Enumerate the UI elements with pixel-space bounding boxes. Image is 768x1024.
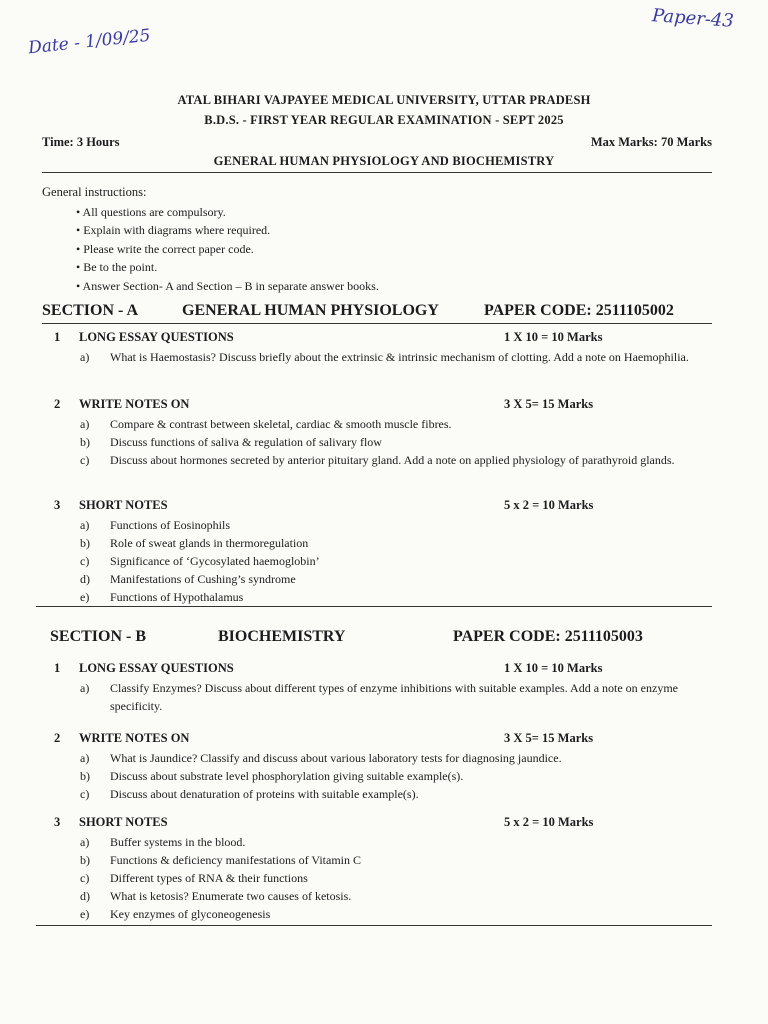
- question-number: 3: [54, 498, 61, 512]
- question-item: [42, 767, 712, 785]
- question-marks: 1 X 10 = 10 Marks: [504, 330, 603, 344]
- item-text: Role of sweat glands in thermoregulation: [110, 536, 309, 550]
- handwritten-paper-number: Paper-43: [651, 5, 735, 32]
- question-title: LONG ESSAY QUESTIONS: [79, 330, 234, 344]
- section-a-label: SECTION - A: [42, 302, 139, 319]
- instruction-item: • Explain with diagrams where required.: [76, 223, 271, 238]
- item-text: Functions of Eosinophils: [110, 518, 231, 532]
- question-number: 3: [54, 815, 61, 829]
- section-b-title: BIOCHEMISTRY: [218, 628, 346, 645]
- exam-title: B.D.S. - FIRST YEAR REGULAR EXAMINATION - SEPT 2025: [204, 113, 564, 127]
- item-text: Discuss functions of saliva & regulation of salivary flow: [110, 435, 382, 449]
- item-letter: b): [80, 435, 90, 449]
- item-letter: a): [80, 681, 90, 695]
- item-letter: c): [80, 871, 90, 885]
- item-letter: c): [80, 554, 90, 568]
- question-marks: 3 X 5= 15 Marks: [504, 397, 594, 411]
- instruction-item: • Answer Section- A and Section – B in separate answer books.: [76, 278, 379, 293]
- question-number: 2: [54, 397, 61, 411]
- section-a-question-3: [42, 498, 712, 606]
- item-text: Discuss about substrate level phosphorylation giving suitable example(s).: [110, 769, 464, 783]
- item-letter: a): [80, 751, 90, 765]
- item-text: Functions & deficiency manifestations of Vitamin C: [110, 853, 362, 867]
- item-text: Functions of Hypothalamus: [110, 590, 244, 604]
- section-a-question-1: [42, 330, 712, 366]
- section-b-question-1: [42, 661, 712, 715]
- instruction-item: • Please write the correct paper code.: [76, 241, 254, 256]
- item-text: Buffer systems in the blood.: [110, 835, 246, 849]
- section-a-question-2: [42, 397, 712, 469]
- question-item: [42, 785, 712, 803]
- item-letter: b): [80, 536, 90, 550]
- header-divider: [42, 172, 712, 173]
- question-title: SHORT NOTES: [79, 815, 168, 829]
- item-letter: a): [80, 518, 90, 532]
- section-b-end-divider: [36, 925, 712, 926]
- instruction-item: • Be to the point.: [76, 260, 158, 275]
- section-a-header: [42, 302, 712, 324]
- section-b-label: SECTION - B: [50, 628, 147, 645]
- item-letter: c): [80, 787, 90, 801]
- question-title: WRITE NOTES ON: [79, 731, 190, 745]
- question-marks: 1 X 10 = 10 Marks: [504, 661, 603, 675]
- question-number: 2: [54, 731, 61, 745]
- question-item: [42, 869, 712, 887]
- item-letter: a): [80, 835, 90, 849]
- question-item: [42, 905, 712, 923]
- question-item: [42, 552, 712, 570]
- question-item: [42, 679, 712, 715]
- question-marks: 3 X 5= 15 Marks: [504, 731, 594, 745]
- item-letter: e): [80, 590, 90, 604]
- section-b-paper-code: PAPER CODE: 2511105003: [453, 628, 643, 645]
- question-item: [42, 415, 712, 433]
- max-marks: Max Marks: 70 Marks: [590, 135, 712, 149]
- question-title: LONG ESSAY QUESTIONS: [79, 661, 234, 675]
- instruction-item: • All questions are compulsory.: [76, 205, 226, 219]
- section-b-question-3: [42, 815, 712, 923]
- question-item: [42, 851, 712, 869]
- section-a-title: GENERAL HUMAN PHYSIOLOGY: [182, 302, 439, 319]
- question-number: 1: [54, 330, 61, 344]
- question-item: [42, 534, 712, 552]
- question-title: SHORT NOTES: [79, 498, 168, 512]
- subject-title: GENERAL HUMAN PHYSIOLOGY AND BIOCHEMISTRY: [213, 154, 555, 168]
- question-item: [42, 833, 712, 851]
- item-text: Discuss about denaturation of proteins with suitable example(s).: [110, 787, 419, 801]
- item-text: Manifestations of Cushing’s syndrome: [110, 572, 296, 586]
- question-item: [42, 433, 712, 451]
- item-letter: b): [80, 853, 90, 867]
- question-item: [42, 887, 712, 905]
- item-letter: b): [80, 769, 90, 783]
- question-item: [42, 348, 712, 366]
- instructions-list: [76, 203, 379, 295]
- section-a-paper-code: PAPER CODE: 2511105002: [484, 302, 674, 319]
- question-item: [42, 516, 712, 534]
- section-b-question-2: [42, 731, 712, 803]
- item-text: Different types of RNA & their functions: [110, 871, 308, 885]
- question-marks: 5 x 2 = 10 Marks: [504, 815, 594, 829]
- item-text: What is ketosis? Enumerate two causes of ketosis.: [110, 889, 352, 903]
- question-marks: 5 x 2 = 10 Marks: [504, 498, 594, 512]
- section-a-end-divider: [36, 606, 712, 607]
- item-text: Compare & contrast between skeletal, cardiac & smooth muscle fibres.: [110, 417, 452, 431]
- instructions-title: General instructions:: [42, 185, 147, 199]
- section-a-divider: [42, 323, 712, 324]
- item-text: Key enzymes of glyconeogenesis: [110, 907, 271, 921]
- item-text: What is Jaundice? Classify and discuss about various laboratory tests for diagnosing jaundice.: [110, 751, 562, 765]
- item-letter: d): [80, 572, 90, 586]
- question-item: [42, 749, 712, 767]
- section-b-header: [42, 628, 712, 650]
- question-item: [42, 451, 712, 469]
- item-letter: a): [80, 350, 90, 364]
- exam-time: Time: 3 Hours: [42, 135, 120, 149]
- item-letter: e): [80, 907, 90, 921]
- item-letter: c): [80, 453, 90, 467]
- question-title: WRITE NOTES ON: [79, 397, 190, 411]
- handwritten-date: Date - 1/09/25: [27, 25, 152, 59]
- item-letter: a): [80, 417, 90, 431]
- university-name: ATAL BIHARI VAJPAYEE MEDICAL UNIVERSITY, UTTAR PRADESH: [177, 93, 591, 107]
- item-letter: d): [80, 889, 90, 903]
- question-item: [42, 570, 712, 588]
- item-text: Significance of ‘Gycosylated haemoglobin’: [110, 554, 320, 568]
- item-text: What is Haemostasis? Discuss briefly about the extrinsic & intrinsic mechanism of clotting. Add a note on Haemophilia.: [110, 350, 689, 364]
- item-text: Discuss about hormones secreted by anterior pituitary gland. Add a note on applied physiology of parathyroid glands.: [110, 453, 675, 467]
- question-number: 1: [54, 661, 61, 675]
- item-text: Classify Enzymes? Discuss about different types of enzyme inhibitions with suitable examples. Add a note on enzyme specificity.: [110, 681, 678, 713]
- question-item: [42, 588, 712, 606]
